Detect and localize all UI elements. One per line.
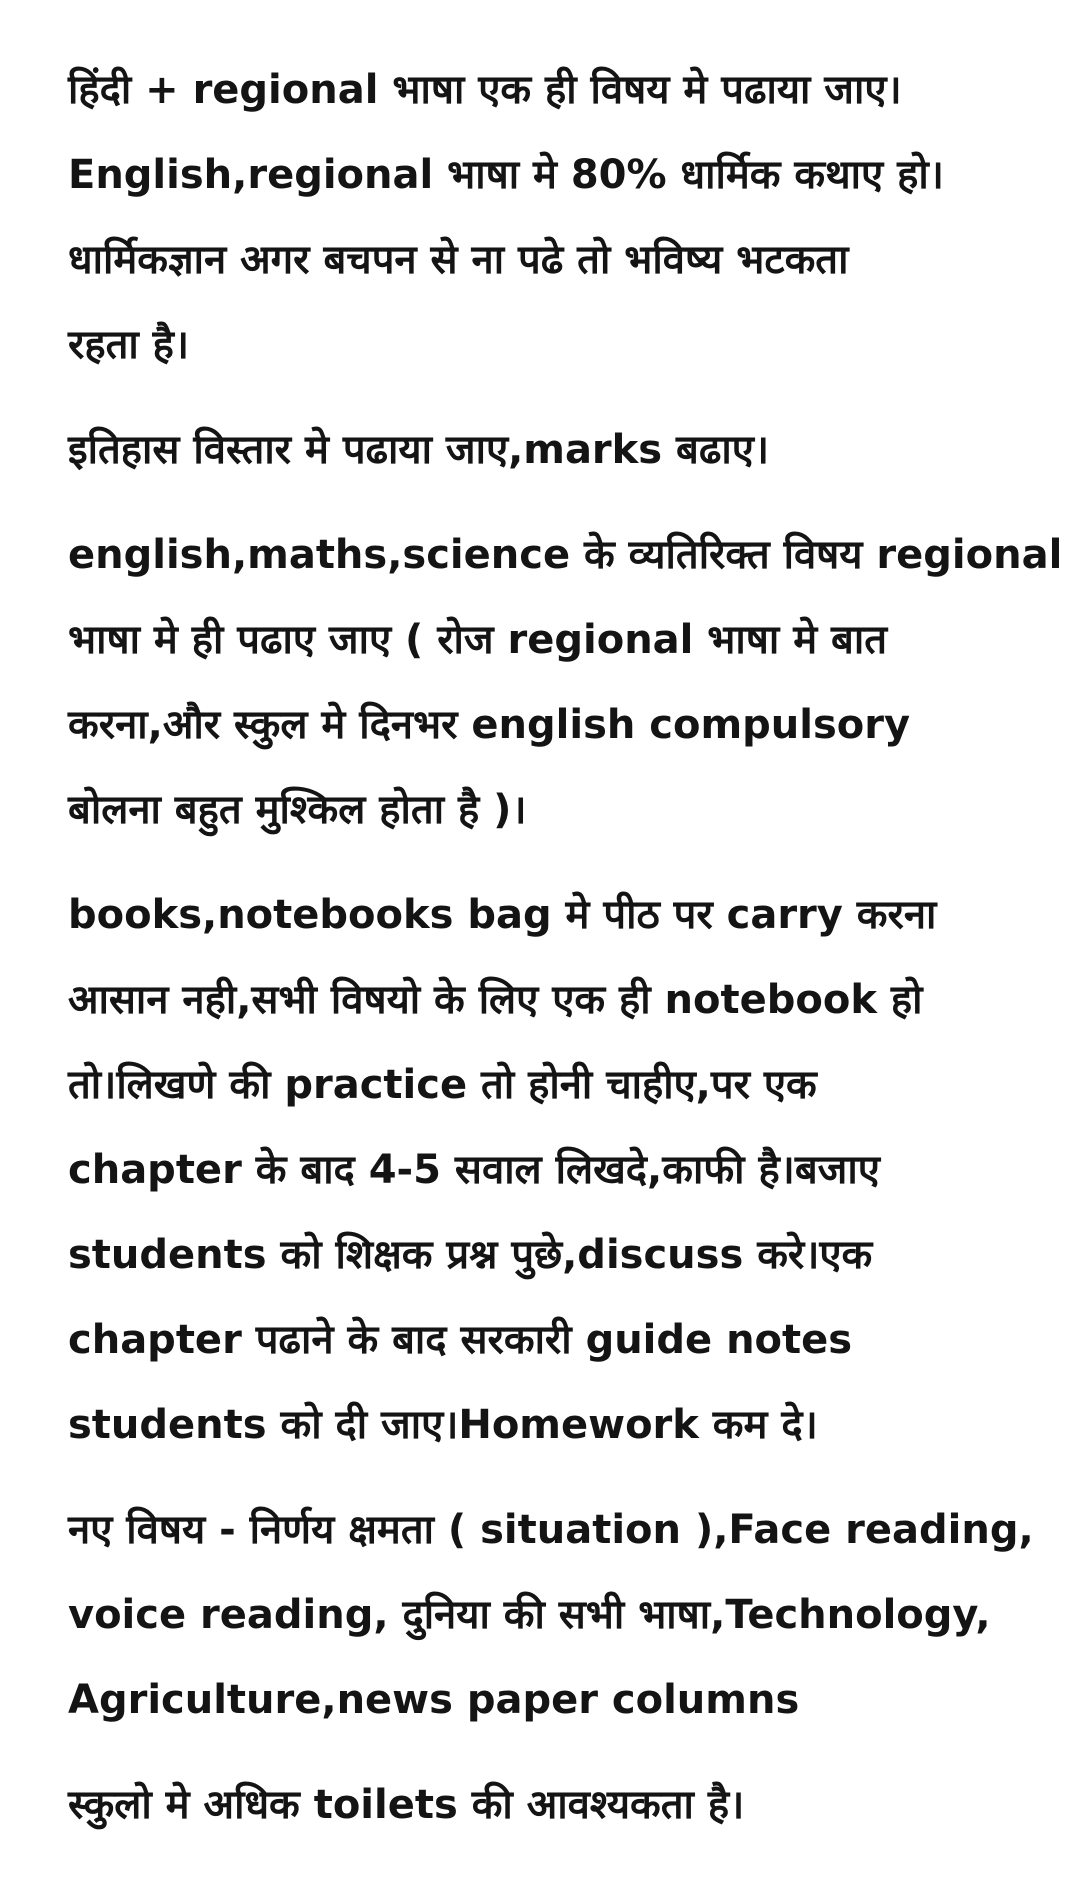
- paragraph-4: [68, 873, 1036, 1468]
- text-line: English,regional भाषा मे 80% धार्मिक कथाए हो।: [68, 152, 944, 198]
- text-line: भाषा मे ही पढाए जाए ( रोज regional भाषा मे बात: [68, 617, 888, 663]
- text-line: तो।लिखणे की practice तो होनी चाहीए,पर एक: [68, 1062, 817, 1108]
- paragraph-1: [68, 48, 1036, 388]
- paragraph-6: [68, 1763, 1036, 1848]
- text-line: english,maths,science के व्यतिरिक्त विषय regional: [68, 532, 1063, 578]
- text-line: स्कुलो मे अधिक toilets की आवश्यकता है।: [68, 1782, 745, 1828]
- text-line: books,notebooks bag मे पीठ पर carry करना: [68, 892, 937, 938]
- text-line: नए विषय - निर्णय क्षमता ( situation ),Face reading,: [68, 1507, 1034, 1553]
- text-line: chapter पढाने के बाद सरकारी guide notes: [68, 1317, 853, 1363]
- text-line: रहता है।: [68, 322, 190, 368]
- text-line: धार्मिकज्ञान अगर बचपन से ना पढे तो भविष्य भटकता: [68, 237, 849, 283]
- document-body: [68, 48, 1063, 1868]
- text-line: हिंदी + regional भाषा एक ही विषय मे पढाया जाए।: [68, 67, 902, 113]
- paragraph-3: [68, 513, 1063, 853]
- text-line: इतिहास विस्तार मे पढाया जाए,marks बढाए।: [68, 427, 769, 473]
- text-line: chapter के बाद 4-5 सवाल लिखदे,काफी है।बजाए: [68, 1147, 880, 1193]
- text-line: बोलना बहुत मुश्किल होता है )।: [68, 787, 527, 833]
- text-line: Agriculture,news paper columns: [68, 1677, 800, 1723]
- text-line: students को शिक्षक प्रश्न पुछे,discuss करे।एक: [68, 1232, 873, 1278]
- text-line: voice reading, दुनिया की सभी भाषा,Technology,: [68, 1592, 991, 1638]
- paragraph-2: [68, 408, 1036, 493]
- text-line: आसान नही,सभी विषयो के लिए एक ही notebook हो: [68, 977, 923, 1023]
- text-line: students को दी जाए।Homework कम दे।: [68, 1402, 818, 1448]
- paragraph-5: [68, 1488, 1036, 1743]
- text-line: करना,और स्कुल मे दिनभर english compulsory: [68, 702, 911, 748]
